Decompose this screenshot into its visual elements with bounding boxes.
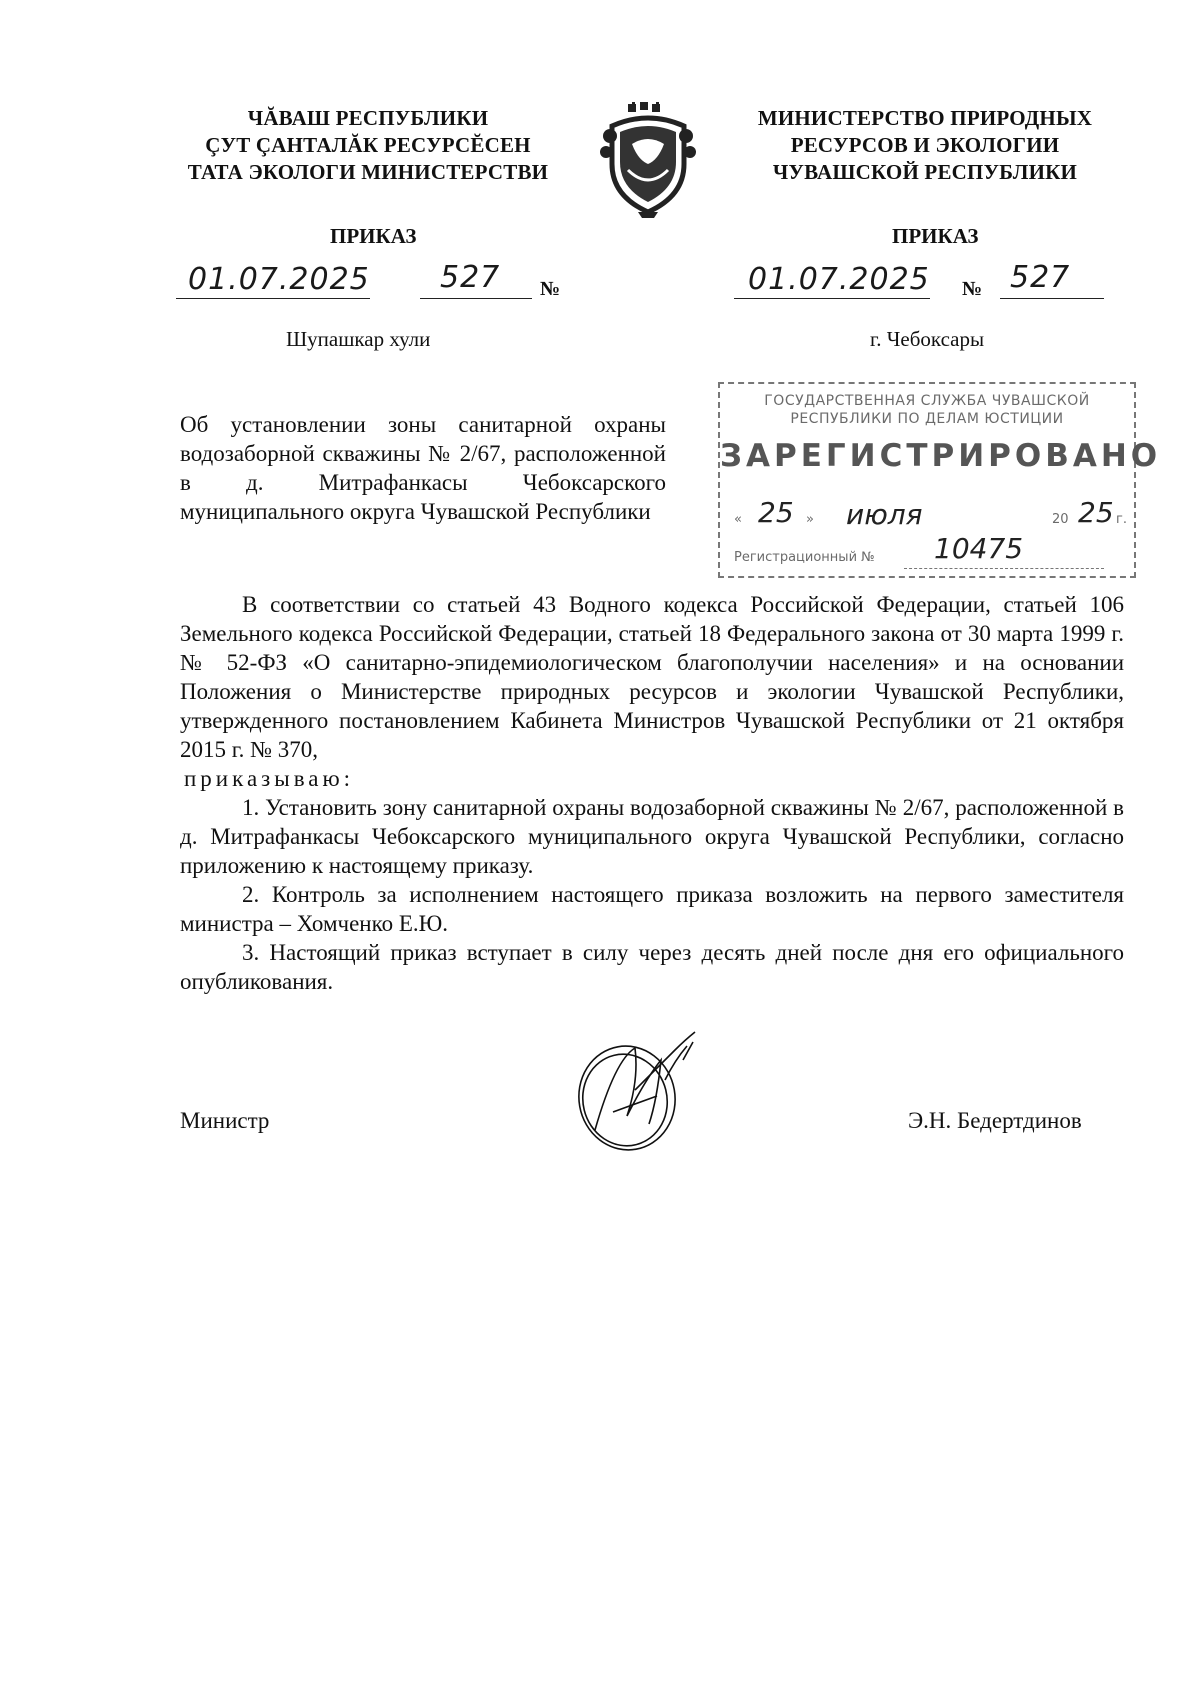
order-title-left: ПРИКАЗ [330, 224, 417, 248]
chuvash-emblem-icon [598, 100, 698, 218]
stamp-line-2: РЕСПУБЛИКИ ПО ДЕЛАМ ЮСТИЦИИ [790, 411, 1064, 427]
stamp-reg-row [734, 532, 1124, 572]
header-left-line-2: ÇУТ ÇАНТАЛĂК РЕСУРСĔСЕН [205, 133, 531, 157]
number-underline-right [1000, 298, 1104, 299]
number-underline-left [420, 298, 532, 299]
signature-name: Э.Н. Бедертдинов [908, 1108, 1082, 1133]
header-right [730, 105, 1120, 186]
header-right-line-1: МИНИСТЕРСТВО ПРИРОДНЫХ [757, 106, 1093, 130]
date-underline-right [734, 298, 930, 299]
body-preamble: В соответствии со статьей 43 Водного кодекса Российской Федерации, статьей 106 Земельного кодекса Российской Федерации, статьей 18 Федерального закона от 30 марта 1999 г. № 52-ФЗ «О санитарно-эпидемиологическом благополучии населения» и на основании Положения о Министерстве природных ресурсов и экологии Чувашской Республики, утвержденного постановлением Кабинета Министров Чувашской Республики от 21 октября 2015 г. № 370, [180, 592, 1124, 762]
order-date-left: 01.07.2025 [188, 262, 370, 297]
order-number-right: 527 [1010, 260, 1071, 295]
order-body [180, 590, 1124, 996]
order-title-right: ПРИКАЗ [892, 224, 979, 248]
stamp-title: ЗАРЕГИСТРИРОВАНО [720, 438, 1162, 474]
place-right: г. Чебоксары [870, 327, 985, 351]
body-item-2: 2. Контроль за исполнением настоящего приказа возложить на первого заместителя министра – Хомченко Е.Ю. [180, 882, 1124, 936]
body-item-3: 3. Настоящий приказ вступает в силу через десять дней после дня его официального опубликования. [180, 940, 1124, 994]
stamp-date-row [734, 496, 1127, 536]
stamp-line-1: ГОСУДАРСТВЕННАЯ СЛУЖБА ЧУВАШСКОЙ [764, 393, 1090, 409]
signature-position: Министр [180, 1108, 270, 1133]
number-sign-left: № [540, 278, 561, 300]
place-left: Шупашкар хули [286, 327, 431, 351]
stamp-year-suffix: 25 [1078, 496, 1114, 529]
stamp-year-prefix: 20 [1052, 512, 1069, 527]
order-subject: Об установлении зоны санитарной охраны водозаборной скважины № 2/67, расположенной в д. Митрафанкасы Чебоксарского муниципального округа Чувашской Республики [180, 412, 666, 524]
order-number-left: 527 [440, 260, 501, 295]
registration-stamp [718, 382, 1162, 578]
header-left-line-3: ТАТА ЭКОЛОГИ МИНИСТЕРСТВИ [187, 160, 549, 184]
stamp-day: 25 [758, 496, 794, 529]
stamp-month: июля [846, 498, 923, 531]
stamp-reg-number: 10475 [934, 532, 1024, 565]
stamp-quote-close: » [806, 512, 814, 527]
body-order-word: приказываю: [184, 766, 355, 791]
header-left [168, 105, 568, 186]
stamp-quote-open: « [734, 512, 742, 527]
stamp-reg-underline [904, 568, 1104, 569]
stamp-year-mark: г. [1116, 512, 1127, 527]
header-left-line-1: ЧĂВАШ РЕСПУБЛИКИ [247, 106, 489, 130]
number-sign-right: № [962, 278, 983, 300]
stamp-reg-label: Регистрационный № [734, 550, 875, 565]
date-underline-left [176, 298, 370, 299]
handwritten-signature-icon [565, 1020, 715, 1160]
body-item-1: 1. Установить зону санитарной охраны водозаборной скважины № 2/67, расположенной в д. Митрафанкасы Чебоксарского муниципального округа Чувашской Республики, согласно приложению к настоящему приказу. [180, 795, 1124, 878]
order-date-right: 01.07.2025 [748, 262, 930, 297]
header-right-line-2: РЕСУРСОВ И ЭКОЛОГИИ [790, 133, 1060, 157]
header-right-line-3: ЧУВАШСКОЙ РЕСПУБЛИКИ [772, 160, 1078, 184]
